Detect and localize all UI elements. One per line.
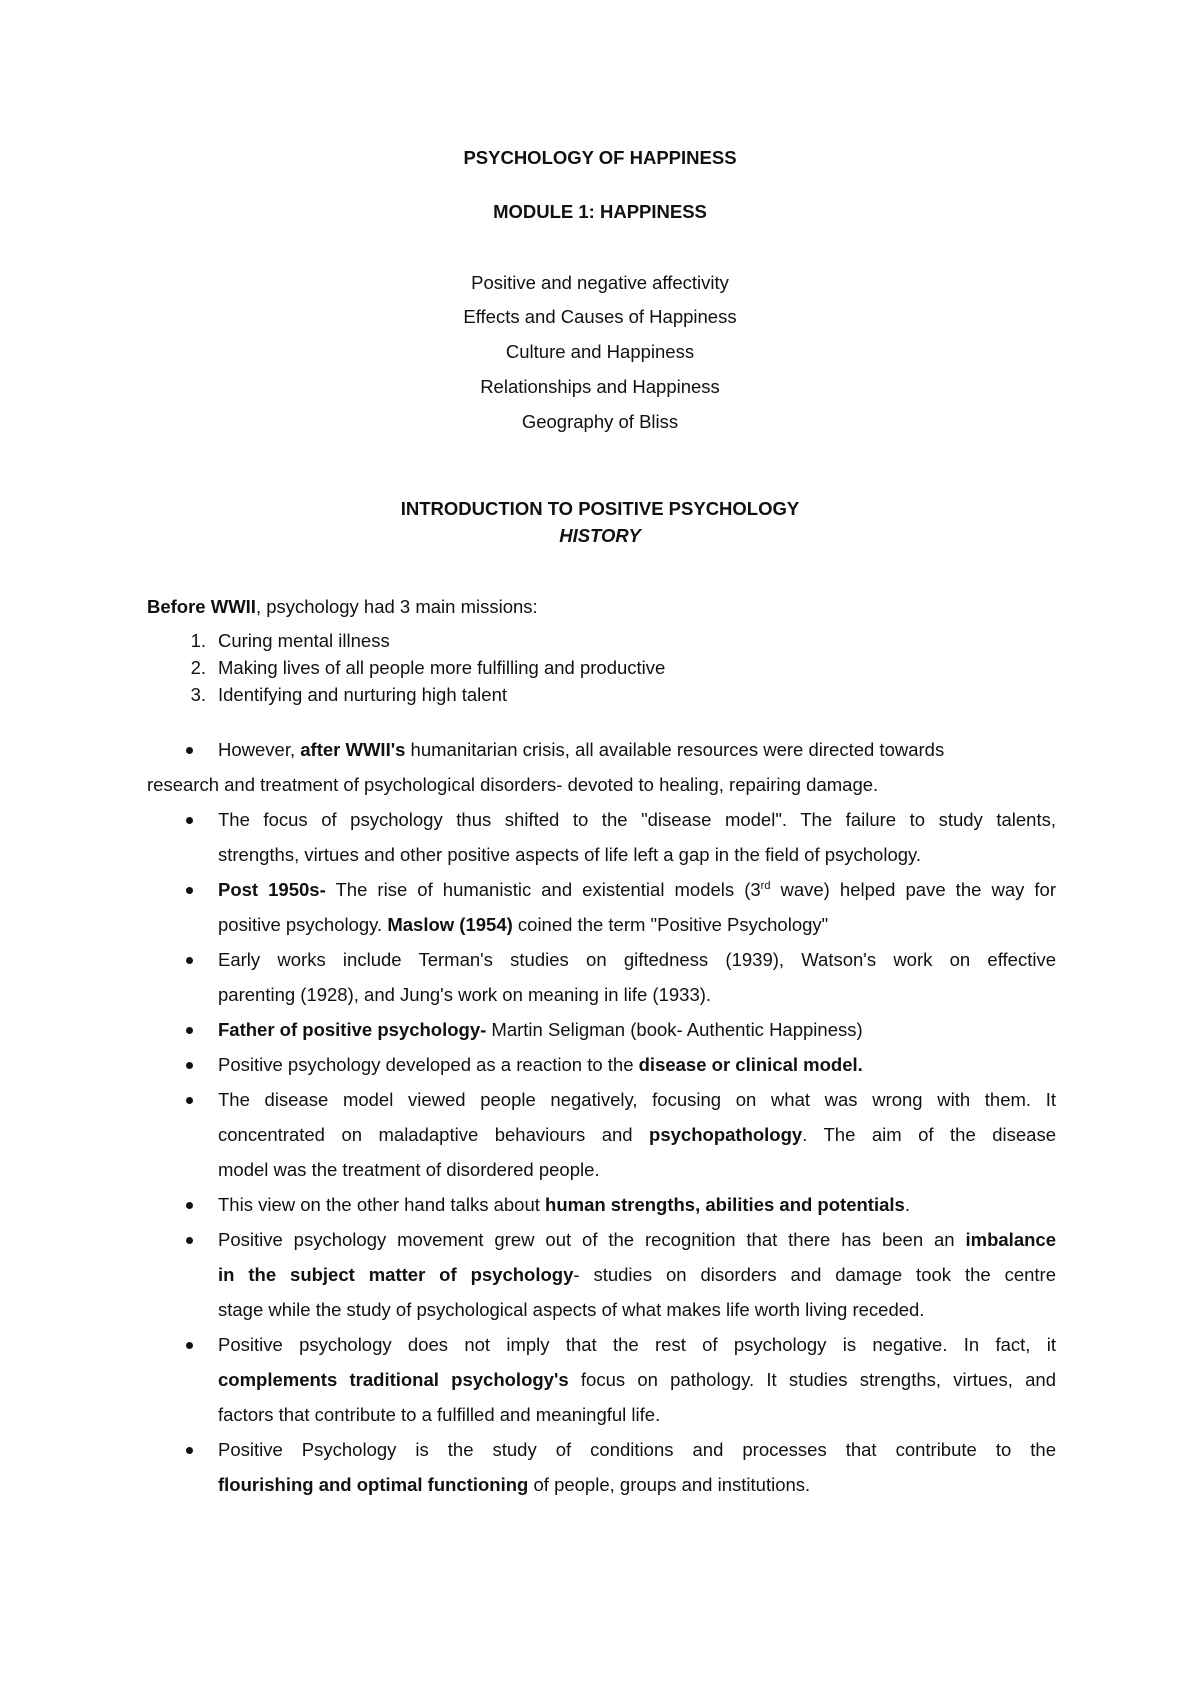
topic-item: Effects and Causes of Happiness xyxy=(463,306,737,327)
topic-item: Positive and negative affectivity xyxy=(471,272,729,293)
bullet-icon xyxy=(184,1439,196,1461)
intro-text: , psychology had 3 main missions: xyxy=(255,596,538,617)
list-number: 1. xyxy=(190,630,206,651)
bullet-continuation: flourishing and optimal functioning of people, groups and institutions. xyxy=(218,1474,811,1495)
intro-line xyxy=(147,596,538,618)
list-number: 2. xyxy=(190,657,206,678)
bullet-continuation: model was the treatment of disordered people. xyxy=(218,1159,600,1180)
bullet-icon xyxy=(184,949,196,971)
bullet-line: Positive psychology developed as a reaction to the disease or clinical model. xyxy=(218,1054,863,1075)
section-heading: INTRODUCTION TO POSITIVE PSYCHOLOGY xyxy=(400,498,800,519)
bullet-line: Post 1950s- The rise of humanistic and existential models (3rd wave) helped pave the way for xyxy=(218,879,1057,900)
list-number: 3. xyxy=(190,684,206,705)
bullet-line: Early works include Terman's studies on giftedness (1939), Watson's work on effective xyxy=(218,949,1056,970)
bullet-continuation: parenting (1928), and Jung's work on meaning in life (1933). xyxy=(218,984,712,1005)
bullet-line: This view on the other hand talks about human strengths, abilities and potentials. xyxy=(218,1194,910,1215)
bullet-line: Positive psychology movement grew out of the recognition that there has been an imbalance xyxy=(218,1229,1056,1250)
bullet-continuation: stage while the study of psychological aspects of what makes life worth living receded. xyxy=(218,1299,925,1320)
bullet-line: Positive psychology does not imply that the rest of psychology is negative. In fact, it xyxy=(218,1334,1056,1355)
bullet-continuation: research and treatment of psychological disorders- devoted to healing, repairing damage. xyxy=(147,774,879,795)
topic-item: Culture and Happiness xyxy=(505,341,695,362)
module-title: MODULE 1: HAPPINESS xyxy=(493,201,707,222)
section-subheading: HISTORY xyxy=(559,525,641,546)
bullet-continuation: strengths, virtues and other positive aspects of life left a gap in the field of psychology. xyxy=(218,844,922,865)
bullet-icon xyxy=(184,1194,196,1216)
bullet-line: However, after WWII's humanitarian crisis, all available resources were directed towards xyxy=(218,739,945,760)
bullet-icon xyxy=(184,1019,196,1041)
bullet-continuation: positive psychology. Maslow (1954) coined the term "Positive Psychology" xyxy=(218,914,829,935)
bullet-icon xyxy=(184,1334,196,1356)
bullet-continuation: factors that contribute to a fulfilled and meaningful life. xyxy=(218,1404,661,1425)
bullet-continuation: in the subject matter of psychology- studies on disorders and damage took the centre xyxy=(218,1264,1056,1285)
bullet-line: Positive Psychology is the study of conditions and processes that contribute to the xyxy=(218,1439,1056,1460)
bullet-continuation: concentrated on maladaptive behaviours and psychopathology. The aim of the disease xyxy=(218,1124,1056,1145)
bullet-icon xyxy=(184,1089,196,1111)
intro-bold: Before WWII xyxy=(147,596,256,617)
topic-item: Relationships and Happiness xyxy=(480,376,720,397)
mission-item: Making lives of all people more fulfilling and productive xyxy=(218,657,666,678)
bullet-icon xyxy=(184,739,196,761)
topic-item: Geography of Bliss xyxy=(521,411,679,432)
bullet-line: The disease model viewed people negatively, focusing on what was wrong with them. It xyxy=(218,1089,1056,1110)
document-title: PSYCHOLOGY OF HAPPINESS xyxy=(463,147,737,168)
mission-item: Curing mental illness xyxy=(218,630,390,651)
bullet-icon xyxy=(184,809,196,831)
bullet-line: The focus of psychology thus shifted to the "disease model". The failure to study talents, xyxy=(218,809,1056,830)
bullet-line: Father of positive psychology- Martin Seligman (book- Authentic Happiness) xyxy=(218,1019,863,1040)
bullet-icon xyxy=(184,1054,196,1076)
bullet-icon xyxy=(184,879,196,901)
mission-item: Identifying and nurturing high talent xyxy=(218,684,508,705)
bullet-icon xyxy=(184,1229,196,1251)
bullet-continuation: complements traditional psychology's focus on pathology. It studies strengths, virtues, and xyxy=(218,1369,1056,1390)
